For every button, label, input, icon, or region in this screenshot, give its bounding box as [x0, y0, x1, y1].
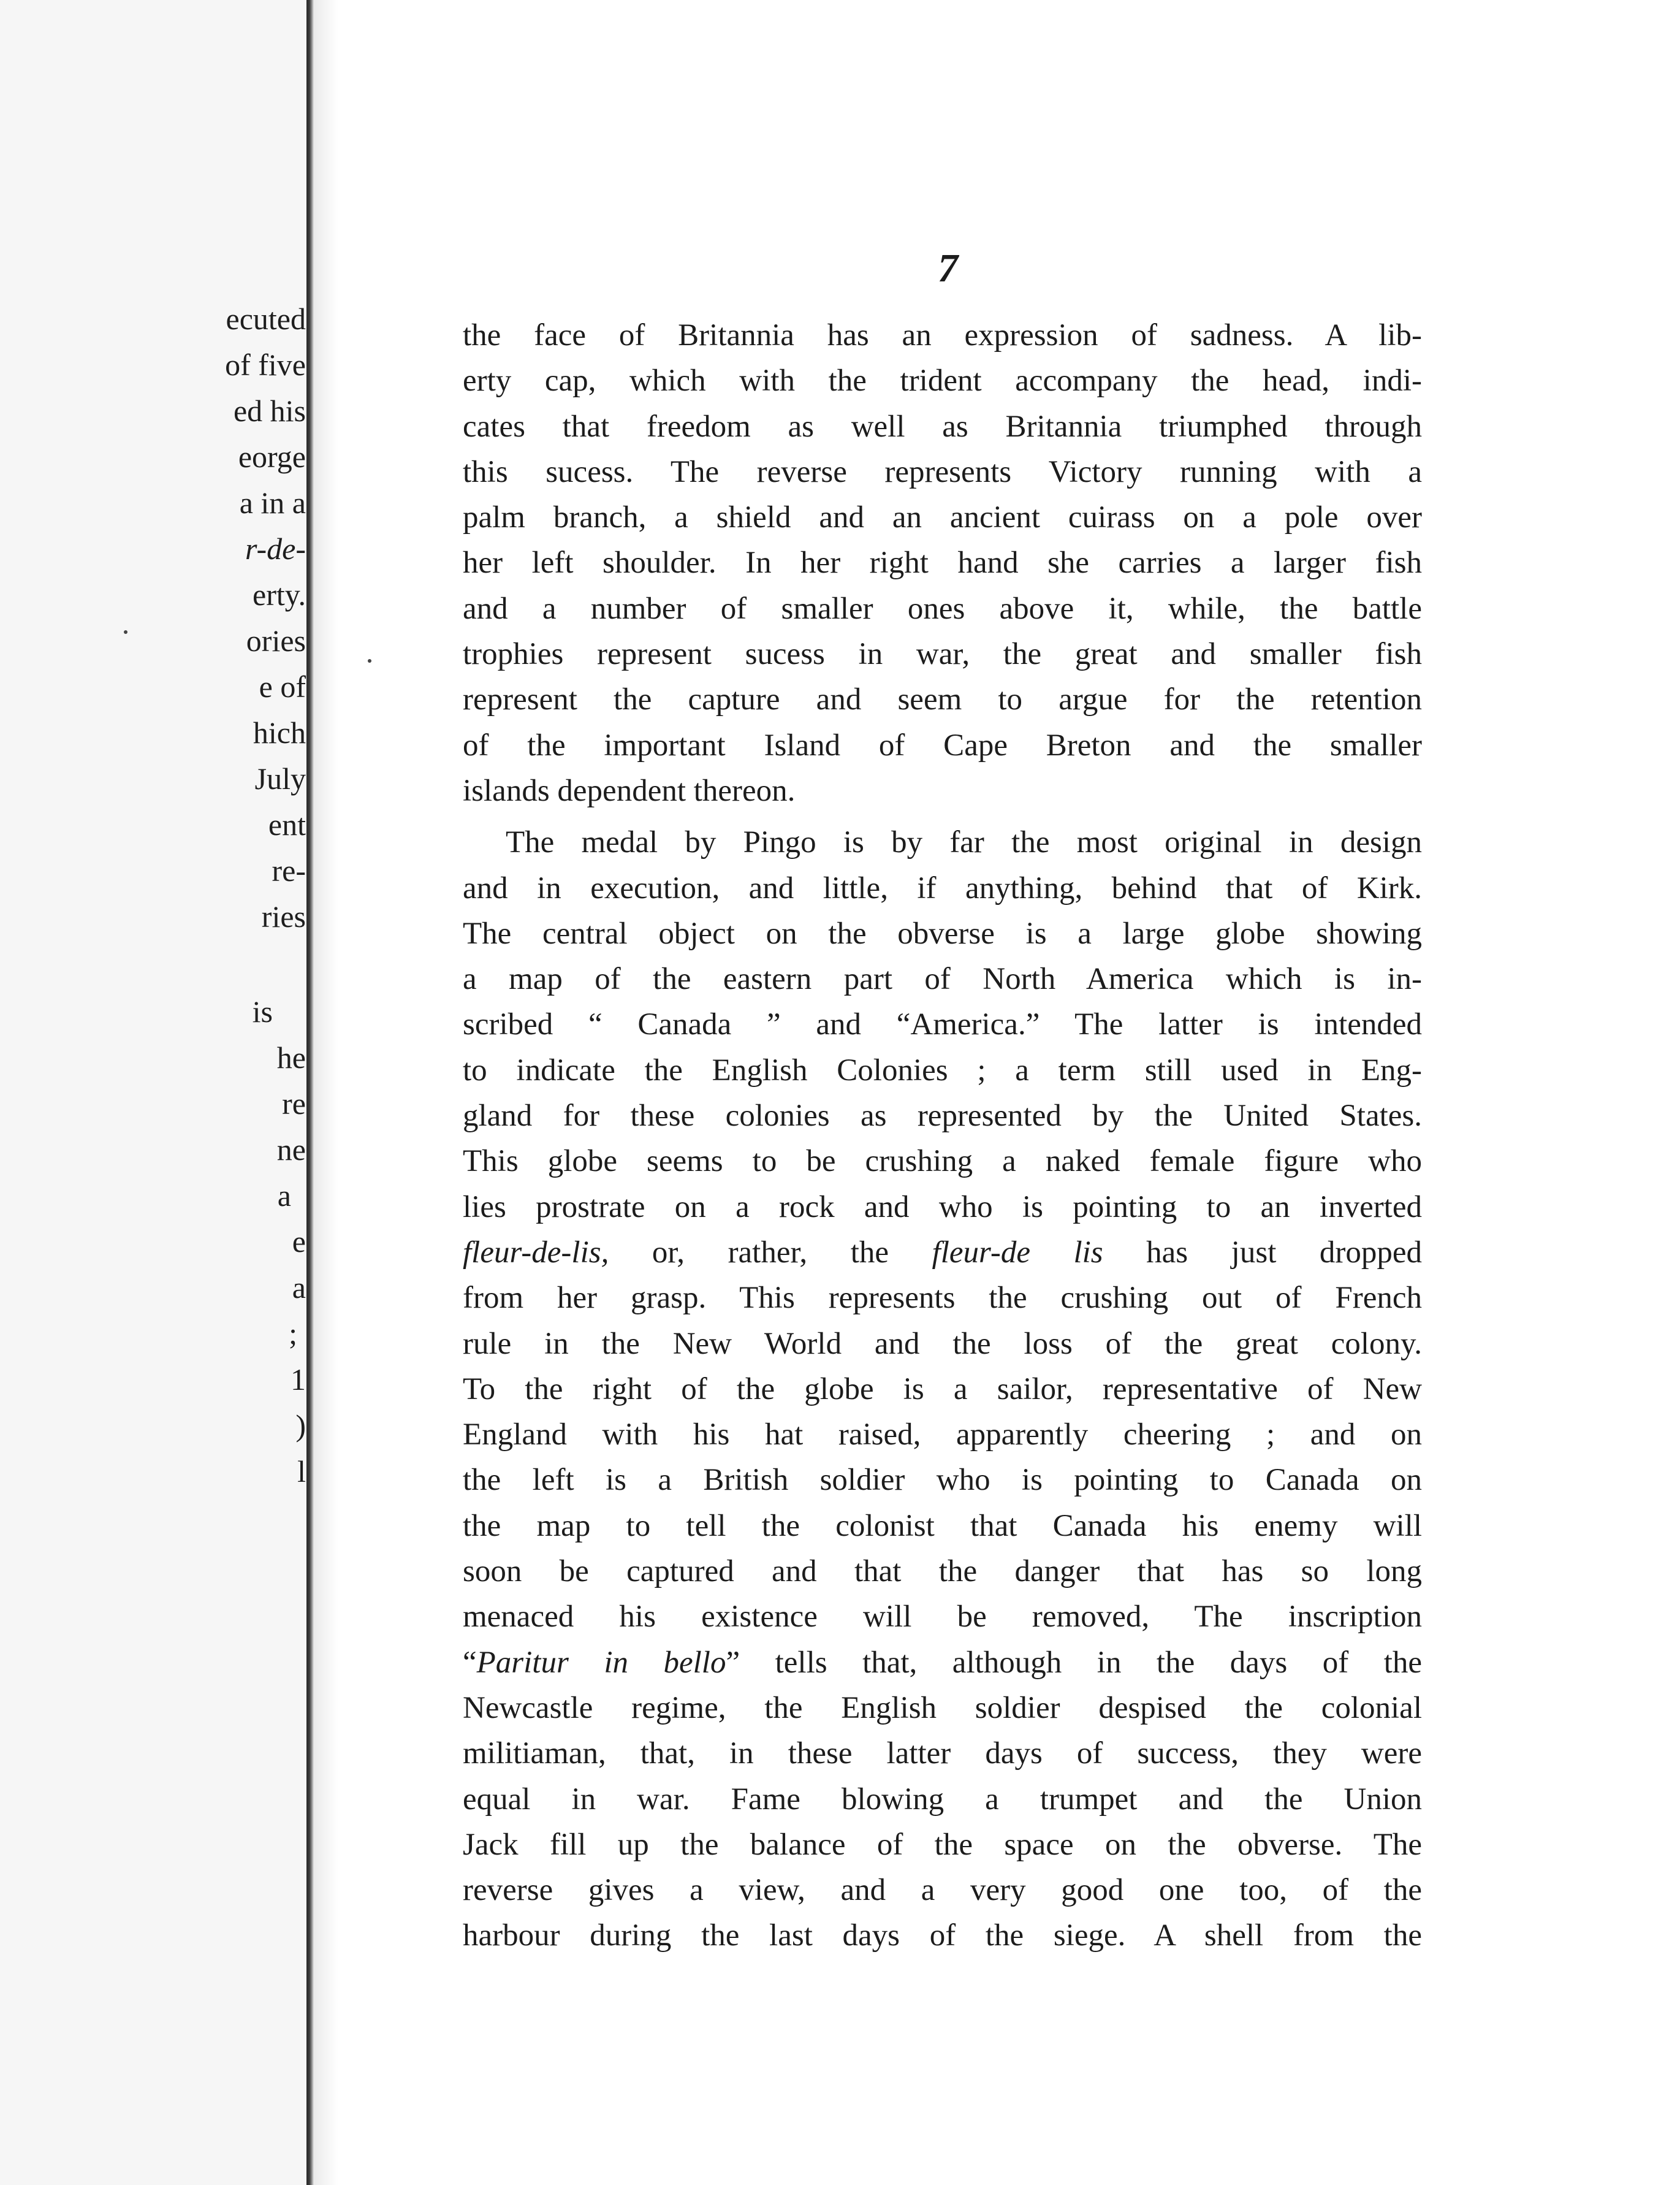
text-line: rule in the New World and the loss of the great colony.: [463, 1326, 1422, 1361]
text-line: islands dependent thereon.: [463, 773, 796, 808]
left-page-fragment: ories: [246, 623, 306, 658]
italic-phrase: fleur-de-lis,: [463, 1235, 609, 1270]
text-line: the left is a British soldier who is pointing to Canada on: [463, 1463, 1422, 1498]
left-page-fragment: a: [277, 1178, 291, 1213]
text-line: harbour during the last days of the siege. A shell from the: [463, 1918, 1422, 1953]
text-span: has just dropped: [1103, 1235, 1422, 1270]
text-line: [463, 1640, 1422, 1685]
text-line: her left shoulder. In her right hand she carries a larger fish: [463, 546, 1422, 581]
text-line: equal in war. Fame blowing a trumpet and the Union: [463, 1782, 1422, 1817]
page-gutter: [306, 0, 314, 2185]
text-line: soon be captured and that the danger that has so long: [463, 1554, 1422, 1589]
paragraph-gap: [463, 814, 1422, 820]
text-line: of the important Island of Cape Breton and the smaller: [463, 728, 1422, 763]
italic-phrase: Paritur in bello: [476, 1645, 726, 1680]
text-line: England with his hat raised, apparently cheering ; and on: [463, 1417, 1422, 1452]
left-page-fragment: r-de-: [245, 532, 306, 566]
previous-page-strip: [0, 0, 310, 2185]
text-line: To the right of the globe is a sailor, representative of New: [463, 1371, 1422, 1406]
text-line: a map of the eastern part of North America which is in-: [463, 962, 1422, 997]
left-page-fragment: ne: [276, 1132, 306, 1167]
text-line: from her grasp. This represents the crushing out of French: [463, 1281, 1422, 1316]
text-line: to indicate the English Colonies ; a term still used in Eng-: [463, 1053, 1422, 1088]
print-speck: [124, 630, 127, 634]
text-line: and in execution, and little, if anything, behind that of Kirk.: [463, 871, 1422, 906]
left-page-fragment: ent: [268, 807, 306, 842]
left-page-fragment: ecuted: [226, 302, 306, 336]
left-page-fragment: a: [292, 1270, 306, 1305]
left-page-fragment: eorge: [238, 440, 306, 474]
text-line: reverse gives a view, and a very good one too, of the: [463, 1873, 1422, 1908]
text-line: militiaman, that, in these latter days of success, they were: [463, 1736, 1422, 1771]
text-line: palm branch, a shield and an ancient cuirass on a pole over: [463, 500, 1422, 535]
text-line: Jack fill up the balance of the space on the obverse. The: [463, 1827, 1422, 1862]
left-page-fragment: re: [282, 1086, 306, 1121]
left-page-fragment: is: [252, 994, 273, 1029]
left-page-fragment: he: [276, 1040, 306, 1075]
paragraph-2: [463, 820, 1422, 1958]
left-page-fragment: ): [295, 1408, 306, 1443]
text-line: trophies represent sucess in war, the great and smaller fish: [463, 637, 1422, 672]
page-body: [463, 313, 1422, 1959]
text-line: lies prostrate on a rock and who is pointing to an inverted: [463, 1189, 1422, 1224]
gutter-shadow: [314, 0, 338, 2185]
text-line: represent the capture and seem to argue for the retention: [463, 682, 1422, 717]
left-page-fragment: a in a: [239, 486, 306, 520]
text-span: “: [463, 1645, 477, 1680]
text-span: ” tells that, although in the days of the: [726, 1645, 1422, 1680]
left-page-fragment: ;: [289, 1316, 297, 1351]
print-speck: [368, 659, 371, 663]
text-line: scribed “ Canada ” and “America.” The latter is intended: [463, 1007, 1422, 1042]
left-page-fragment: 1: [291, 1362, 306, 1397]
text-line: cates that freedom as well as Britannia triumphed through: [463, 409, 1422, 444]
page-number: 7: [938, 246, 958, 291]
text-line: menaced his existence will be removed, The inscription: [463, 1600, 1422, 1634]
text-line: gland for these colonies as represented by the United States.: [463, 1099, 1422, 1134]
text-span: or, rather, the: [609, 1235, 932, 1270]
text-line: [463, 1230, 1422, 1275]
text-line: and a number of smaller ones above it, while, the battle: [463, 591, 1422, 626]
left-page-fragment: re-: [272, 853, 306, 888]
italic-phrase: fleur-de lis: [932, 1235, 1103, 1270]
text-line: This globe seems to be crushing a naked female figure who: [463, 1144, 1422, 1179]
left-page-fragment: July: [254, 761, 306, 796]
text-line: Newcastle regime, the English soldier despised the colonial: [463, 1690, 1422, 1725]
text-line: the face of Britannia has an expression of sadness. A lib-: [463, 318, 1422, 353]
left-page-fragment: e of: [259, 669, 306, 704]
left-page-fragment: l: [297, 1454, 306, 1489]
text-line: The medal by Pingo is by far the most original in design: [506, 825, 1422, 860]
text-line: erty cap, which with the trident accompany the head, indi-: [463, 364, 1422, 398]
left-page-fragment: e: [292, 1224, 306, 1259]
left-page-fragment: hich: [253, 715, 306, 750]
text-line: The central object on the obverse is a large globe showing: [463, 916, 1422, 951]
left-page-fragment: ries: [261, 899, 306, 934]
text-line: the map to tell the colonist that Canada his enemy will: [463, 1508, 1422, 1543]
text-line: this sucess. The reverse represents Victory running with a: [463, 454, 1422, 489]
left-page-fragment: ed his: [233, 394, 306, 428]
paragraph-1: [463, 313, 1422, 814]
left-page-fragment: erty.: [253, 578, 306, 612]
left-page-fragment: of five: [225, 348, 306, 382]
